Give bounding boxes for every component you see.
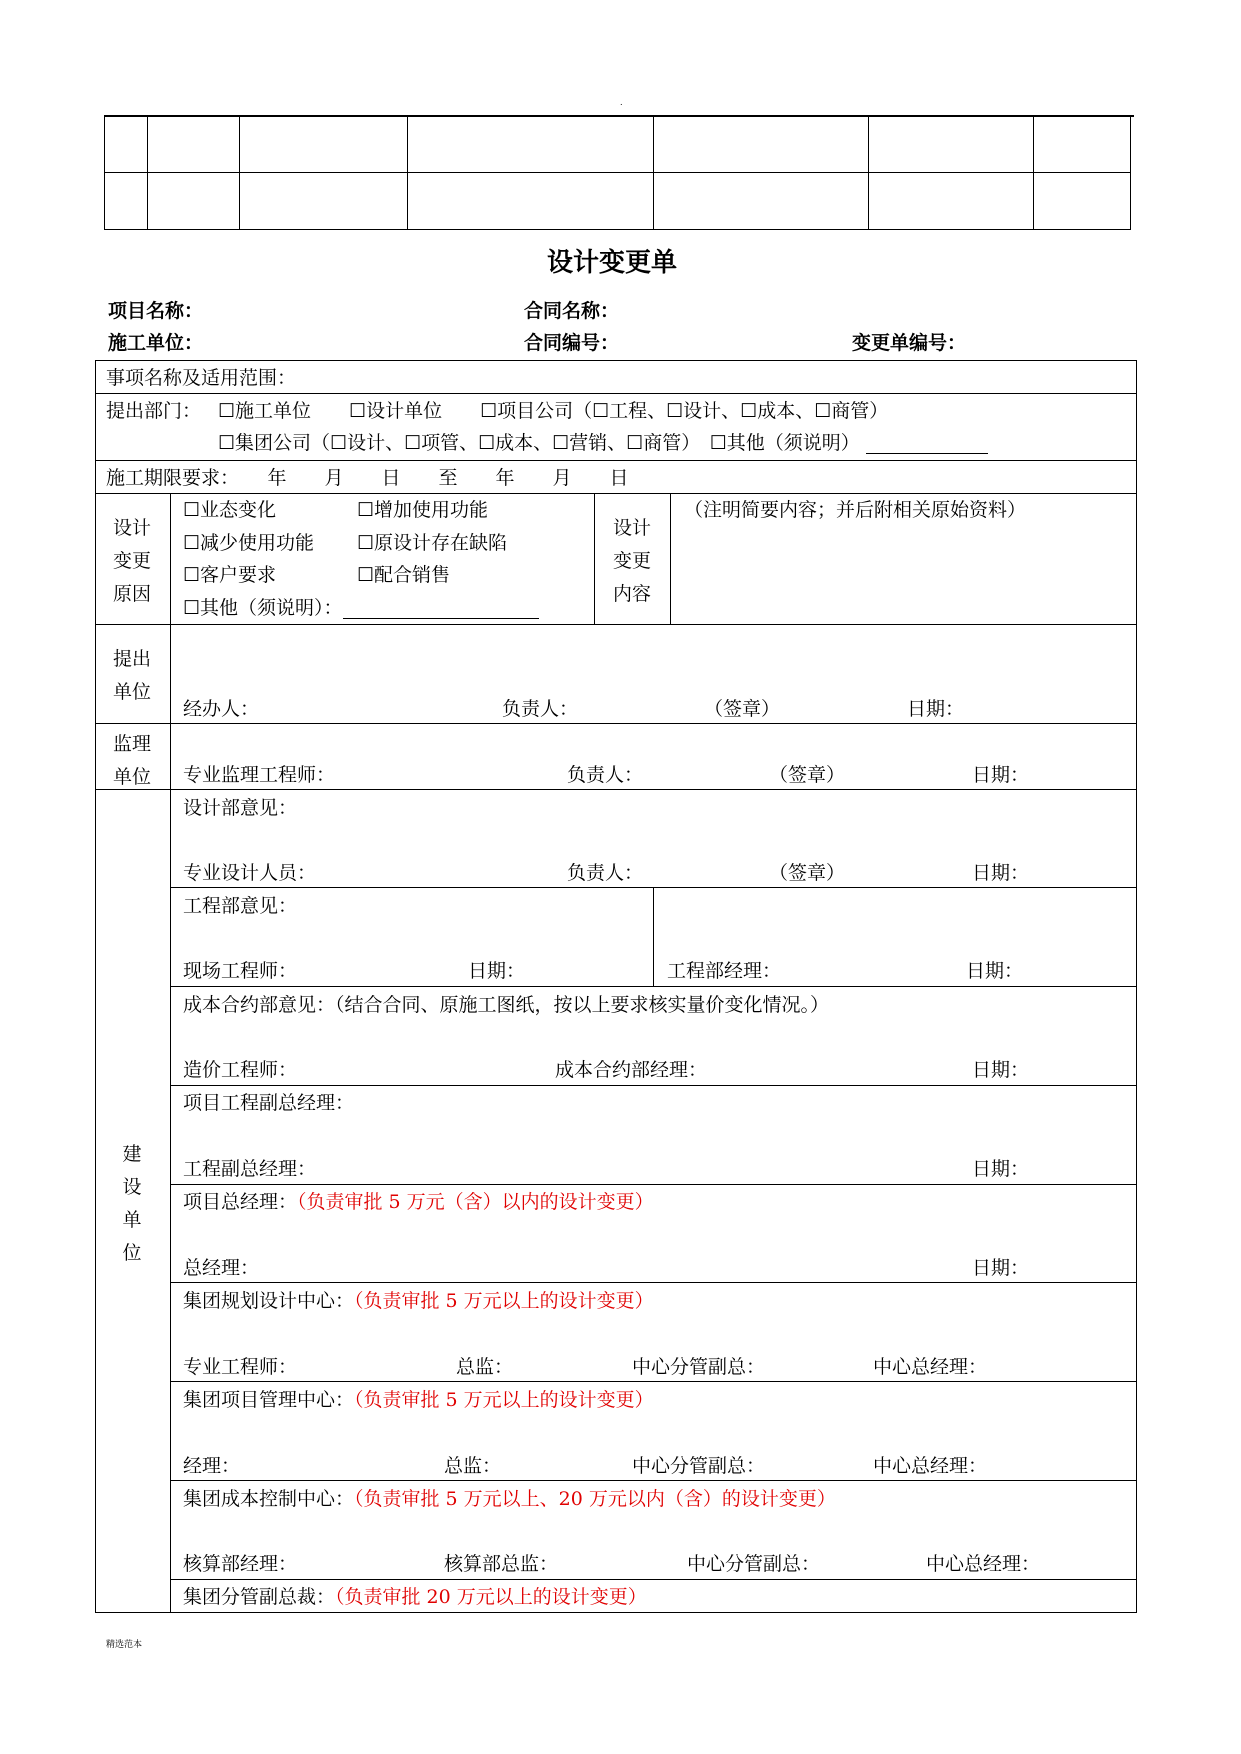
- cost-engineer: 造价工程师：: [183, 1059, 298, 1081]
- gm-sign: 总经理：: [183, 1257, 260, 1279]
- vp-eng-opinion: 项目工程副总经理：: [183, 1092, 355, 1114]
- eng-manager: 工程部经理：: [667, 960, 782, 982]
- supervisor-engineer: 专业监理工程师：: [183, 764, 336, 786]
- cost-opinion: 成本合约部意见：（结合合同、原施工图纸，按以上要求核实量价变化情况。）: [183, 994, 830, 1016]
- design-date: 日期：: [972, 862, 1030, 884]
- dept-options-line1[interactable]: ☐施工单位 ☐设计单位 ☐项目公司（☐工程、☐设计、☐成本、☐商管）: [218, 400, 889, 422]
- dept-label: 提出部门：: [106, 400, 202, 422]
- supervisor-leader: 负责人：: [567, 764, 644, 786]
- content-label: 设计 变更 内容: [612, 517, 651, 605]
- site-date: 日期：: [468, 960, 526, 982]
- plan-chief: 总监：: [456, 1356, 514, 1378]
- pm-center-gm: 中心总经理：: [873, 1455, 988, 1477]
- proposer-seal: （签章）: [704, 698, 781, 720]
- page-title: 设计变更单: [547, 248, 678, 278]
- footer-text: 精选范本: [106, 1640, 143, 1650]
- scope-label: 事项名称及适用范围：: [106, 367, 297, 389]
- header-mark: .: [620, 98, 623, 107]
- eng-opinion: 工程部意见：: [183, 895, 298, 917]
- vp-eng-date: 日期：: [972, 1158, 1030, 1180]
- plan-center-opinion: 集团规划设计中心：（负责审批 5 万元以上的设计变更）: [183, 1290, 654, 1312]
- pm-chief: 总监：: [444, 1455, 502, 1477]
- plan-engineer: 专业工程师：: [183, 1356, 298, 1378]
- project-name-label: 项目名称：: [108, 300, 204, 322]
- gm-opinion: 项目总经理：（负责审批 5 万元（含）以内的设计变更）: [183, 1191, 654, 1213]
- reason-opt-3[interactable]: ☐减少使用功能: [183, 532, 315, 554]
- reason-opt-4[interactable]: ☐原设计存在缺陷: [357, 532, 508, 554]
- plan-center-vp: 中心分管副总：: [632, 1356, 766, 1378]
- cc-chief: 核算部总监：: [444, 1553, 559, 1575]
- contract-no-label: 合同编号：: [524, 332, 620, 354]
- design-seal: （签章）: [769, 862, 846, 884]
- cost-date: 日期：: [972, 1059, 1030, 1081]
- cc-center-gm: 中心总经理：: [926, 1553, 1041, 1575]
- proposer-date: 日期：: [907, 698, 965, 720]
- design-person: 专业设计人员：: [183, 862, 317, 884]
- cc-manager: 核算部经理：: [183, 1553, 298, 1575]
- vp-group-opinion: 集团分管副总裁：（负责审批 20 万元以上的设计变更）: [183, 1586, 647, 1608]
- builder-label: 建 设 单 位: [122, 1143, 142, 1264]
- supervisor-date: 日期：: [972, 764, 1030, 786]
- supervisor-label: 监理 单位: [112, 733, 151, 788]
- pm-manager: 经理：: [183, 1455, 241, 1477]
- supervisor-seal: （签章）: [769, 764, 846, 786]
- change-no-label: 变更单编号：: [852, 332, 967, 354]
- proposer-label: 提出 单位: [112, 648, 151, 703]
- reason-opt-6[interactable]: ☐配合销售: [357, 564, 451, 586]
- cc-center-opinion: 集团成本控制中心：（负责审批 5 万元以上、20 万元以内（含）的设计变更）: [183, 1488, 836, 1510]
- reason-other-underline: [343, 600, 539, 619]
- design-opinion: 设计部意见：: [183, 797, 298, 819]
- reason-opt-other[interactable]: ☐其他（须说明）：: [183, 597, 539, 619]
- reason-label: 设计 变更 原因: [112, 517, 151, 605]
- period-row: 施工期限要求： 年 月 日 至 年 月 日: [106, 467, 629, 489]
- proposer-leader: 负责人：: [502, 698, 579, 720]
- proposer-handler: 经办人：: [183, 698, 260, 720]
- content-note: （注明简要内容；并后附相关原始资料）: [684, 499, 1027, 521]
- eng-date: 日期：: [966, 960, 1024, 982]
- site-engineer: 现场工程师：: [183, 960, 298, 982]
- reason-opt-2[interactable]: ☐增加使用功能: [357, 499, 489, 521]
- contract-name-label: 合同名称：: [524, 300, 620, 322]
- cc-center-vp: 中心分管副总：: [687, 1553, 821, 1575]
- dept-options-line2[interactable]: ☐集团公司（☐设计、☐项管、☐成本、☐营销、☐商管） ☐其他（须说明）: [218, 432, 988, 454]
- pm-center-opinion: 集团项目管理中心：（负责审批 5 万元以上的设计变更）: [183, 1389, 654, 1411]
- reason-opt-5[interactable]: ☐客户要求: [183, 564, 277, 586]
- pm-center-vp: 中心分管副总：: [632, 1455, 766, 1477]
- other-underline: [866, 435, 988, 454]
- plan-center-gm: 中心总经理：: [873, 1356, 988, 1378]
- vp-eng-sign: 工程副总经理：: [183, 1158, 317, 1180]
- design-leader: 负责人：: [567, 862, 644, 884]
- reason-opt-1[interactable]: ☐业态变化: [183, 499, 277, 521]
- cost-manager: 成本合约部经理：: [555, 1059, 708, 1081]
- contractor-label: 施工单位：: [108, 332, 204, 354]
- gm-date: 日期：: [972, 1257, 1030, 1279]
